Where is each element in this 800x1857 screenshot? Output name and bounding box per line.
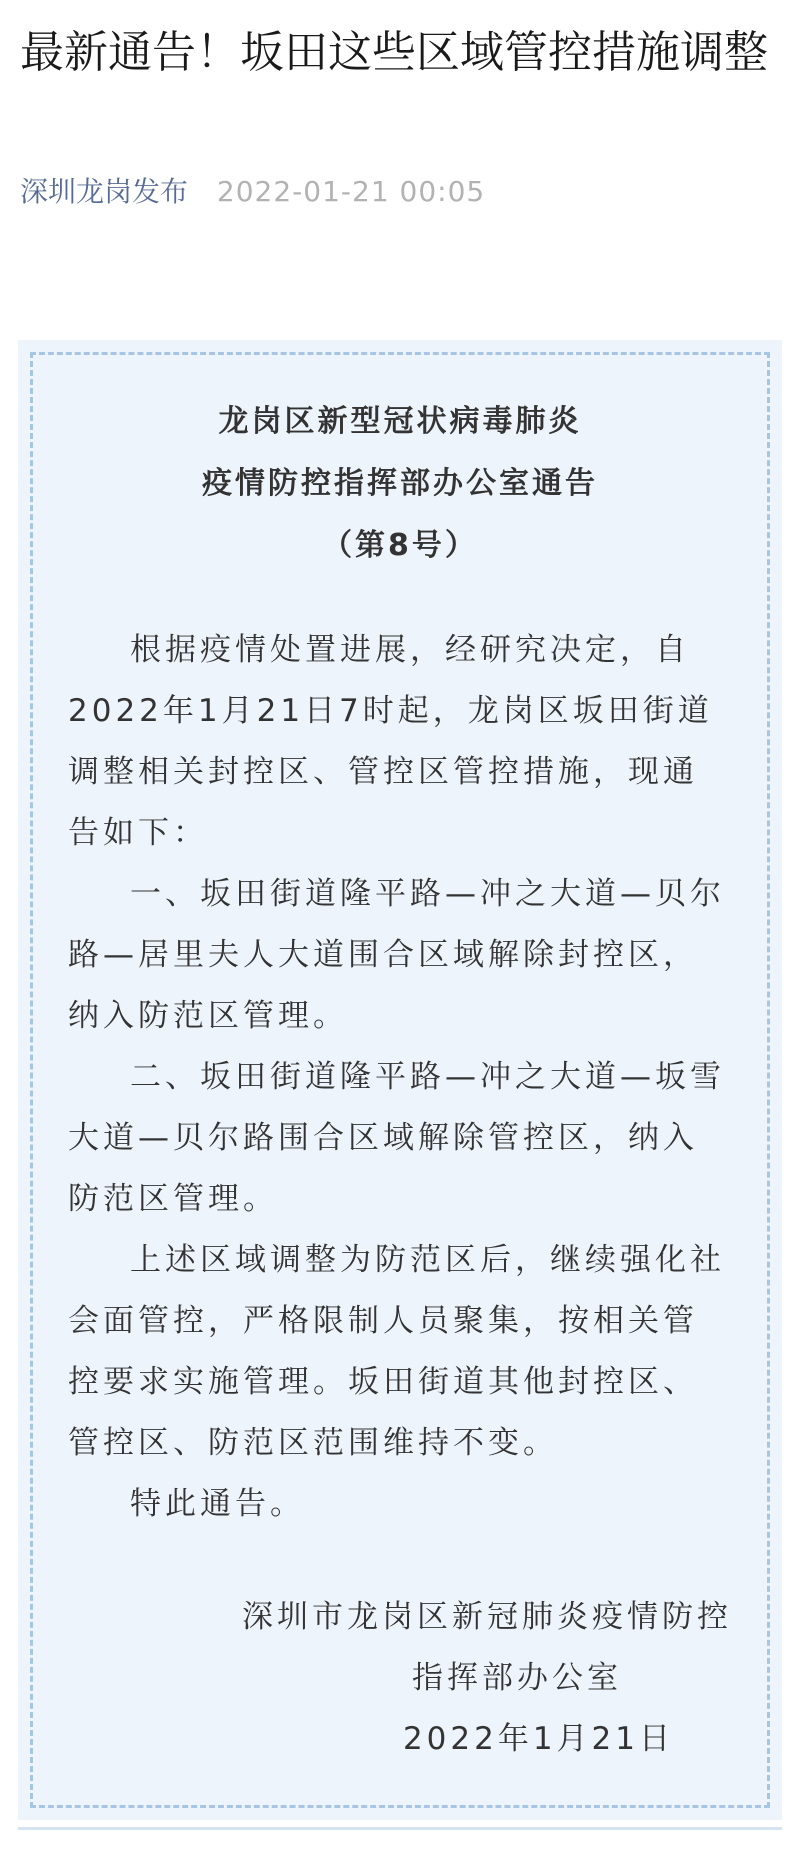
- article-title: 最新通告！坂田这些区域管控措施调整: [20, 27, 768, 78]
- notice-paragraph-item1: 一、坂田街道隆平路—冲之大道—贝尔路—居里夫人大道围合区域解除封控区，纳入防范区管理。: [68, 876, 725, 1034]
- notice-paragraph-item2: 二、坂田街道隆平路—冲之大道—坂雪大道—贝尔路围合区域解除管控区，纳入防范区管理。: [68, 1059, 725, 1217]
- notice-number: （第8号）: [322, 528, 478, 563]
- notice-heading-line2: 疫情防控指挥部办公室通告: [202, 466, 598, 501]
- signature-date: 2022年1月21日: [402, 1721, 674, 1757]
- signature-org-line1: 深圳市龙岗区新冠肺炎疫情防控: [242, 1599, 732, 1635]
- notice-heading-line1: 龙岗区新型冠状病毒肺炎: [218, 404, 582, 439]
- article-meta: [20, 172, 485, 212]
- notice-body: [68, 620, 732, 1535]
- signature-org-line2: 指挥部办公室: [412, 1660, 622, 1696]
- notice-image: [18, 340, 782, 1820]
- notice-paragraph-closing: 特此通告。: [130, 1486, 305, 1522]
- publish-timestamp: 2022-01-21 00:05: [216, 175, 486, 208]
- account-name-link[interactable]: 深圳龙岗发布: [20, 175, 189, 208]
- notice-bottom-divider: [18, 1827, 782, 1830]
- notice-paragraph-followup: 上述区域调整为防范区后，继续强化社会面管控，严格限制人员聚集，按相关管控要求实施管理。坂田街道其他封控区、管控区、防范区范围维持不变。: [68, 1242, 725, 1461]
- notice-paragraph-intro: 根据疫情处置进展，经研究决定，自2022年1月21日7时起，龙岗区坂田街道调整相关封控区、管控区管控措施，现通告如下：: [68, 632, 713, 851]
